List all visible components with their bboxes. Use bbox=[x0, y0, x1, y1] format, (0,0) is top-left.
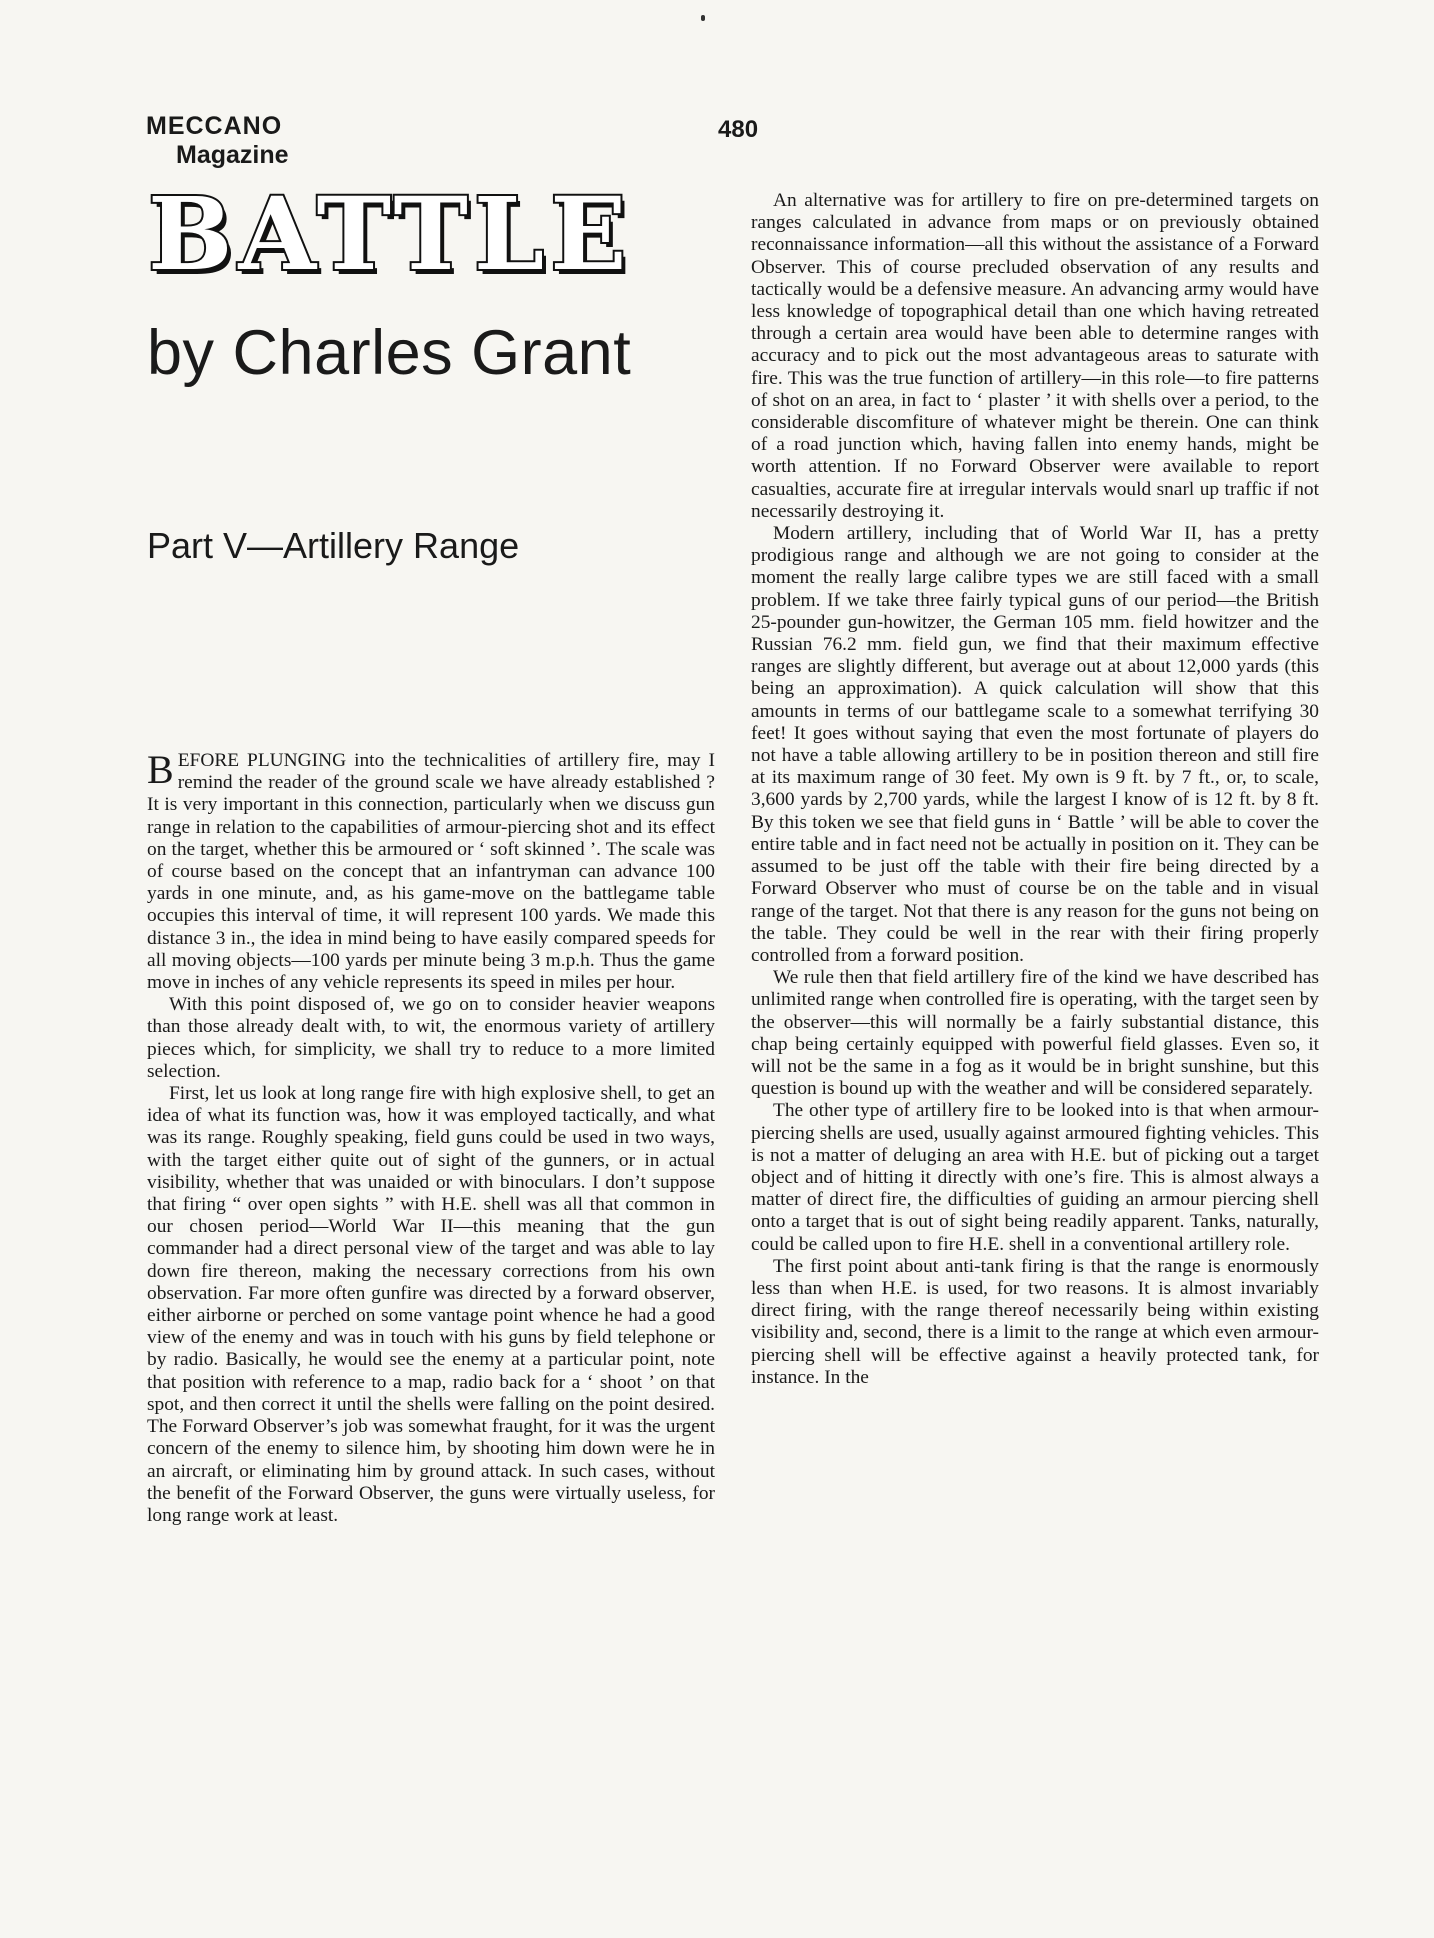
paragraph: We rule then that field artillery fire of the kind we have described has unlimited range when controlled fire is operating, with the target seen by the observer—this will normally be a fairly substantial distance, this chap being certainly equipped with powerful field glasses. Even so, it will not be the same in a fog as it would be in bright sunshine, but this question is bound up with the weather and will be considered separately. bbox=[751, 967, 1319, 1100]
masthead bbox=[146, 114, 289, 168]
drop-cap: B bbox=[147, 747, 174, 792]
paragraph: First, let us look at long range fire with high explosive shell, to get an idea of what its function was, how it was employed tactically, and what was its range. Roughly speaking, field guns could be used in two ways, with the target either quite out of sight of the gunners, or in actual visibility, whether that was unaided or with binoculars. I don’t suppose that firing “ over open sights ” with H.E. shell was all that common in our chosen period—World War II—this meaning that the gun commander had a direct personal view of the target and was able to lay down fire thereon, making the necessary corrections from his own observation. Far more often gunfire was directed by a forward observer, either airborne or perched on some vantage point whence he had a good view of the enemy and was in touch with his guns by field telephone or by radio. Basically, he would see the enemy at a particular point, note that position with reference to a map, radio back for a ‘ shoot ’ on that spot, and then correct it until the shells were falling on the point desired. The Forward Observer’s job was somewhat fraught, for it was the urgent concern of the enemy to silence him, by shooting him down were he in an aircraft, or eliminating him by ground attack. In such cases, without the benefit of the Forward Observer, the guns were virtually useless, for long range work at least. bbox=[147, 1083, 715, 1526]
paragraph: The first point about anti-tank firing is that the range is enormously less than when H.E. is used, for two reasons. It is almost invariably direct firing, with the range thereof necessarily being within existing visibility and, second, there is a limit to the range at which even armour-piercing shell will be effective against a heavily protected tank, for instance. In the bbox=[751, 1255, 1319, 1388]
paragraph bbox=[147, 747, 715, 994]
paragraph: The other type of artillery fire to be looked into is that when armour-piercing shells are used, usually against armoured fighting vehicles. This is not a matter of deluging an area with H.E. but of picking out a target object and of hitting it directly with one’s fire. This is almost always a matter of direct fire, the difficulties of guiding an armour piercing shell onto a target that is out of sight being readily apparent. Tanks, naturally, could be called upon to fire H.E. shell in a conventional artillery role. bbox=[751, 1100, 1319, 1255]
print-speck bbox=[701, 15, 705, 21]
article-byline: by Charles Grant bbox=[147, 318, 632, 388]
page-number: 480 bbox=[718, 116, 759, 143]
article-part-heading: Part V—Artillery Range bbox=[147, 525, 520, 566]
article-title: BATTLE bbox=[148, 175, 633, 293]
paragraph: An alternative was for artillery to fire on pre-determined targets on ranges calculated in advance from maps or on previously obtained reconnaissance information—all this without the assistance of a Forward Observer. This of course precluded observation of any results and tactically would be a defensive measure. An advancing army would have less knowledge of topographical detail than one which having retreated through a certain area would have been able to determine ranges with accuracy and to pick out the most advantageous areas to saturate with fire. This was the true function of artillery—in this role—to fire patterns of shot on an area, in fact to ‘ plaster ’ it with shells over a period, to the considerable discomfiture of whatever might be therein. One can think of a road junction which, having fallen into enemy hands, might be worth attention. If no Forward Observer were available to report casualties, accurate fire at irregular intervals would snarl up traffic if not necessarily destroying it. bbox=[751, 190, 1319, 522]
left-column bbox=[147, 747, 715, 1527]
masthead-line2: Magazine bbox=[176, 141, 289, 169]
paragraph: Modern artillery, including that of World War II, has a pretty prodigious range and although we are not going to consider at the moment the really large calibre types we are still faced with a small problem. If we take three fairly typical guns of our period—the British 25-pounder gun-howitzer, the German 105 mm. field howitzer and the Russian 76.2 mm. field gun, we find that their maximum effective ranges are slightly different, but average out at about 12,000 yards (this being an approximation). A quick calculation will show that this amounts in terms of our battlegame scale to a somewhat terrifying 30 feet! It goes without saying that even the most fortunate of players do not have a table allowing artillery to be in position thereon and still fire at its maximum range of 30 feet. My own is 9 ft. by 7 ft., or, to scale, 3,600 yards by 2,700 yards, while the largest I know of is 12 ft. by 8 ft. By this token we see that field guns in ‘ Battle ’ will be able to cover the entire table and in fact need not be actually in position on it. They can be assumed to be just off the table with their fire being directed by a Forward Observer who must of course be on the table and in visual range of the target. Not that there is any reason for the guns not being on the table. They could be well in the rear with their firing properly controlled from a forward position. bbox=[751, 523, 1319, 966]
right-column bbox=[751, 190, 1319, 1389]
masthead-line1: MECCANO bbox=[146, 112, 283, 140]
paragraph-text: EFORE PLUNGING into the technicalities of artillery fire, may I remind the reader of the ground scale we have already established ? It is very important in this connection, particularly when we discuss gun range in relation to the capabilities of armour-piercing shot and its effect on the target, whether this be armoured or ‘ soft skinned ’. The scale was of course based on the concept that an infantryman can advance 100 yards in one minute, and, as his game-move on the battlegame table occupies this interval of time, it will represent 100 yards. We made this distance 3 in., the idea in mind being to have easily compared speeds for all moving objects—100 yards per minute being 3 m.p.h. Thus the game move in inches of any vehicle represents its speed in miles per hour. bbox=[147, 750, 715, 994]
paragraph: With this point disposed of, we go on to consider heavier weapons than those already dealt with, to wit, the enormous variety of artillery pieces which, for simplicity, we shall try to reduce to a more limited selection. bbox=[147, 994, 715, 1082]
